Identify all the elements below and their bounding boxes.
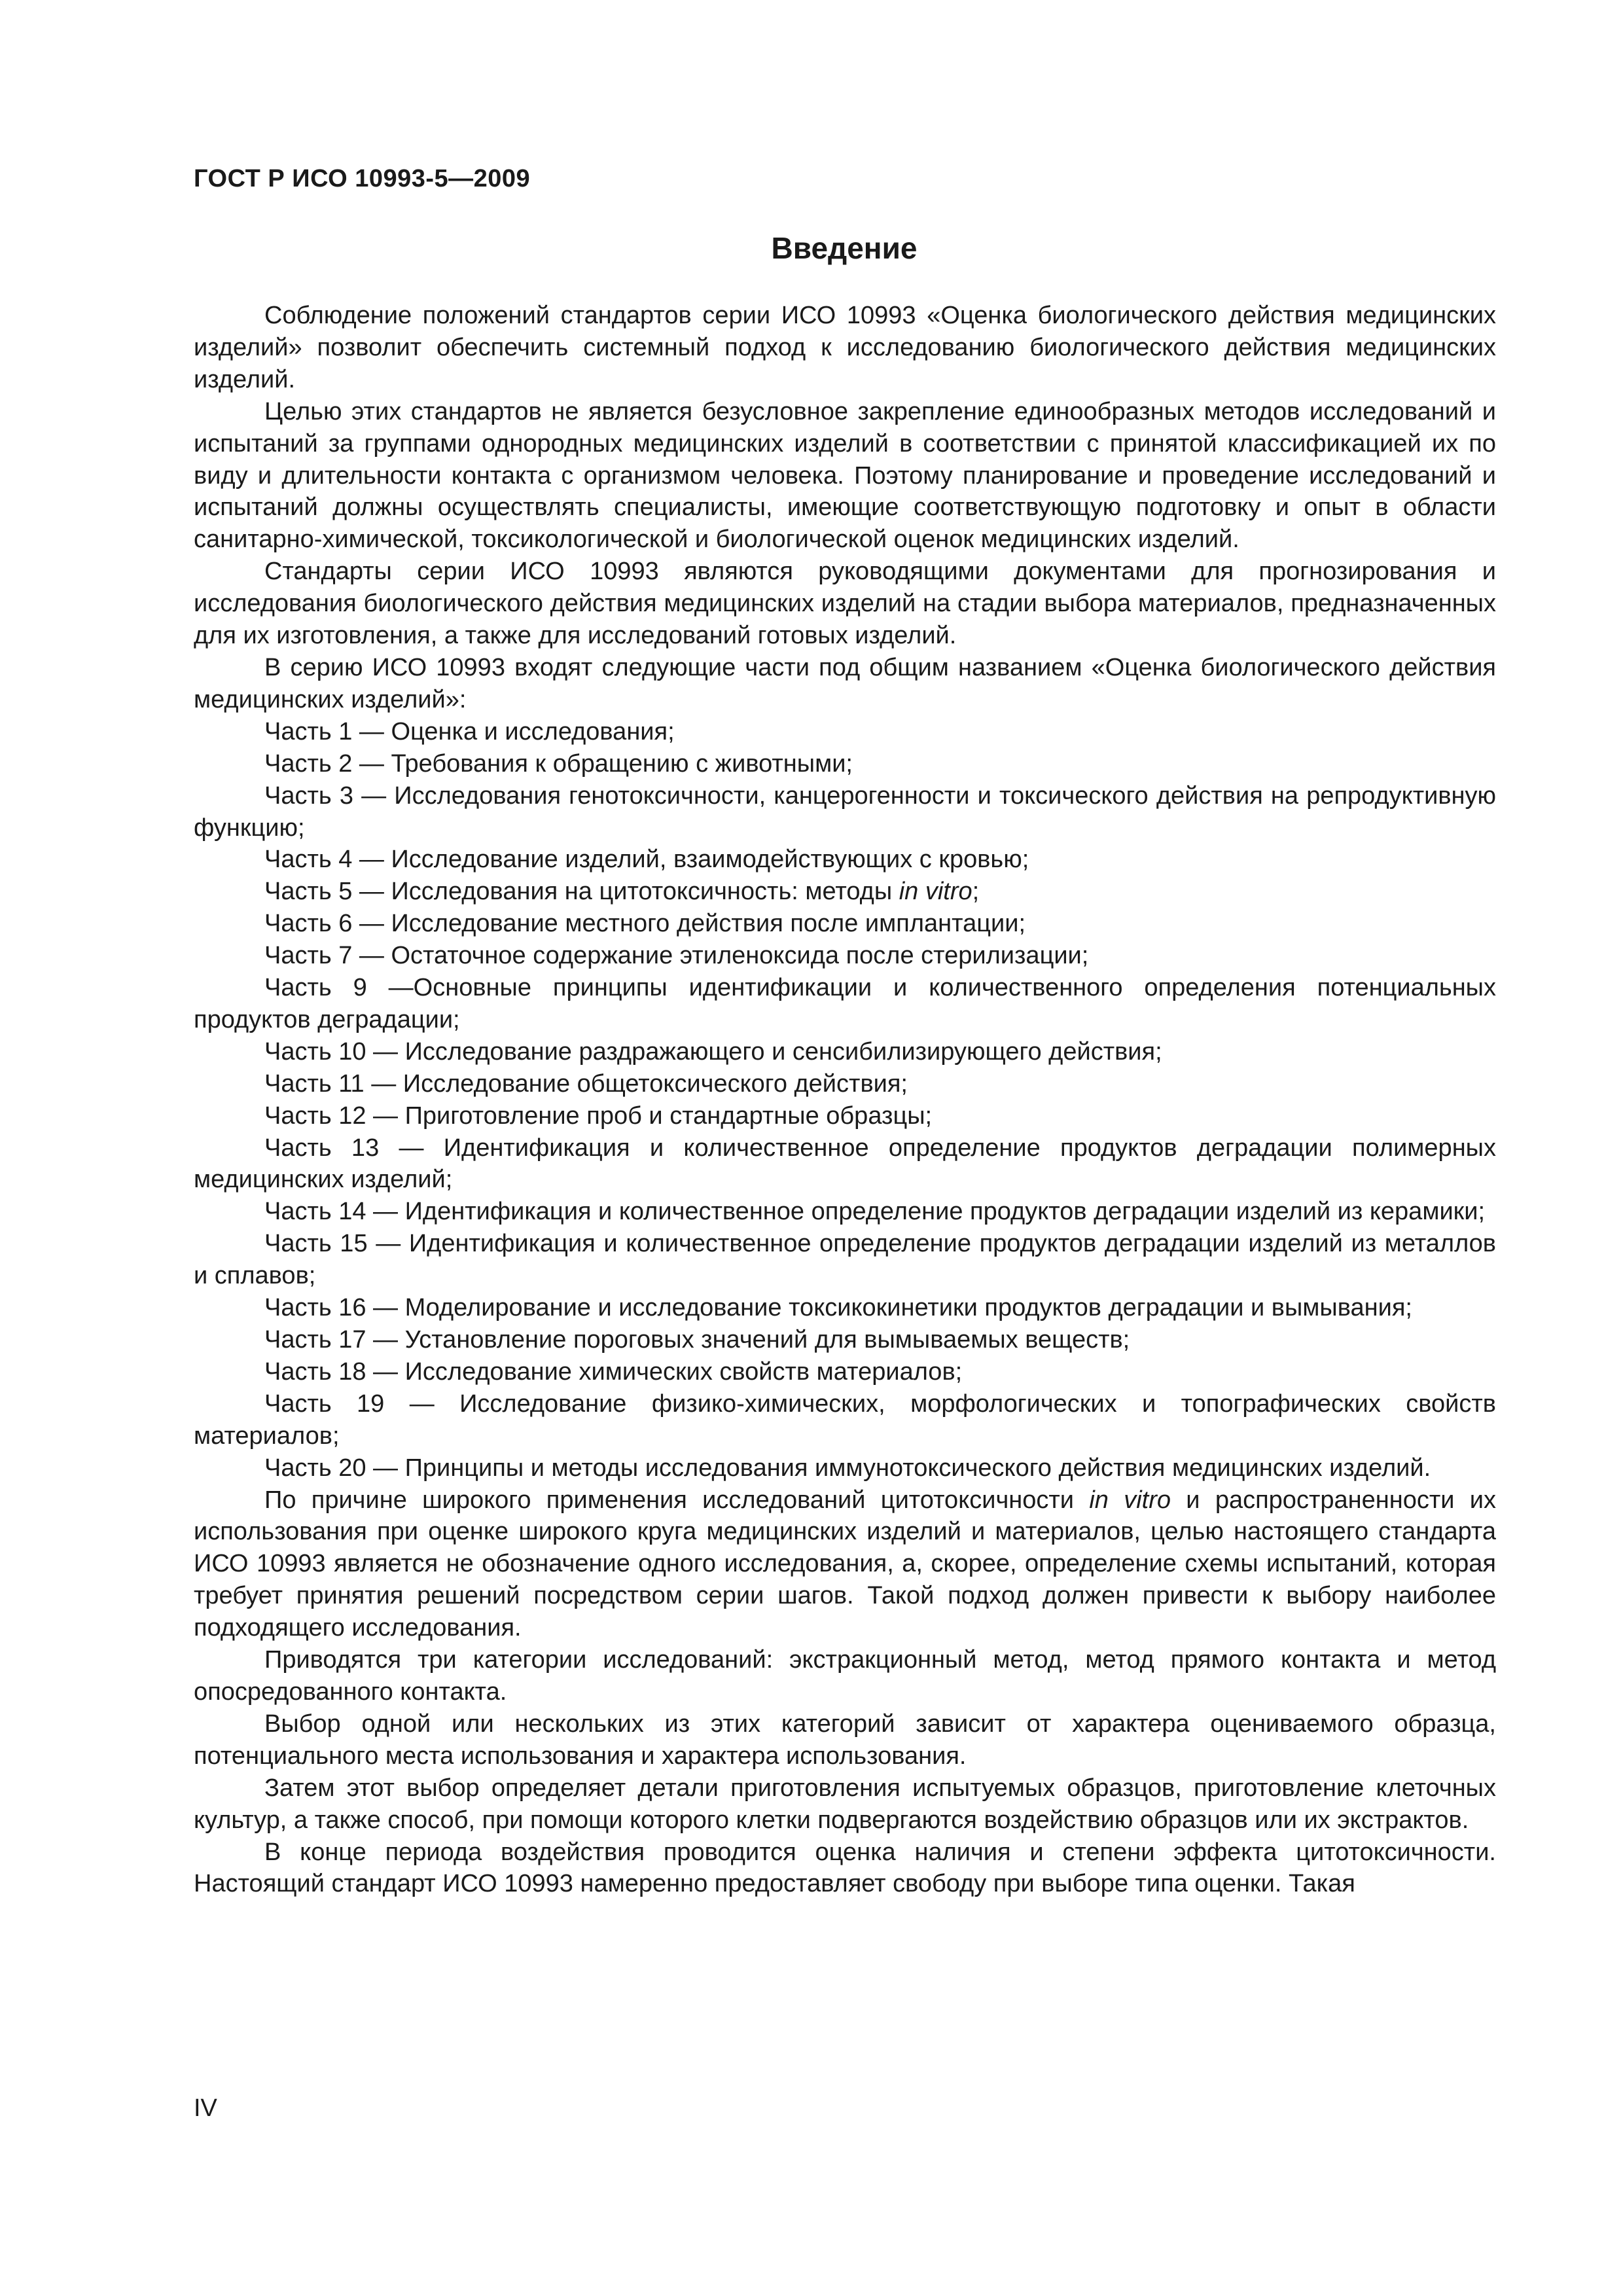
part-item: Часть 3 — Исследования генотоксичности, канцерогенности и токсического действия на репродуктивную функцию; bbox=[194, 781, 1496, 842]
document-body bbox=[194, 300, 1496, 1900]
paragraph: Приводятся три категории исследований: экстракционный метод, метод прямого контакта и метод опосредованного контакта. bbox=[194, 1646, 1496, 1706]
part-item: Часть 6 — Исследование местного действия после имплантации; bbox=[264, 910, 1026, 938]
part-item: Часть 17 — Установление пороговых значений для вымываемых веществ; bbox=[264, 1326, 1130, 1354]
part-item: Часть 1 — Оценка и исследования; bbox=[264, 717, 675, 745]
paragraph: Затем этот выбор определяет детали приготовления испытуемых образцов, приготовление клеточных культур, а также способ, при помощи которого клетки подвергаются воздействию образцов или их экстрактов. bbox=[194, 1774, 1496, 1834]
part-5-italic: in vitro bbox=[899, 878, 972, 906]
part-item: Часть 18 — Исследование химических свойств материалов; bbox=[264, 1357, 963, 1386]
parts-list bbox=[194, 716, 1496, 1484]
p5-after: и распространенности их использования при оценке широкого круга медицинских изделий и материалов, целью настоящего стандарта ИСО 10993 является не обозначение одного исследования, а, скорее, определение схемы испытаний, которая требует принятия решений посредством серии шагов. Такой подход должен привести к выбору наиболее подходящего исследования. bbox=[194, 1486, 1497, 1642]
part-item: Часть 20 — Принципы и методы исследования иммунотоксического действия медицинских изделий. bbox=[264, 1454, 1431, 1482]
part-item-5 bbox=[194, 876, 1496, 908]
paragraph: В конце периода воздействия проводится оценка наличия и степени эффекта цитотоксичности. Настоящий стандарт ИСО 10993 намеренно предоставляет свободу при выборе типа оценки. Такая bbox=[194, 1838, 1496, 1898]
p5-italic: in vitro bbox=[1089, 1486, 1171, 1514]
part-item: Часть 7 — Остаточное содержание этиленоксида после стерилизации; bbox=[264, 942, 1089, 970]
part-item: Часть 9 —Основные принципы идентификации и количественного определения потенциальных продуктов деградации; bbox=[194, 974, 1496, 1033]
paragraph: В серию ИСО 10993 входят следующие части под общим названием «Оценка биологического действия медицинских изделий»: bbox=[194, 653, 1496, 713]
page-number: IV bbox=[194, 2094, 217, 2122]
section-title: Введение bbox=[771, 231, 918, 265]
paragraph: Стандарты серии ИСО 10993 являются руководящими документами для прогнозирования и исследования биологического действия медицинских изделий на стадии выбора материалов, предназначенных для их изготовления, а также для исследований готовых изделий. bbox=[194, 558, 1496, 650]
part-item: Часть 11 — Исследование общетоксического действия; bbox=[264, 1069, 908, 1098]
part-5-suffix: ; bbox=[972, 878, 980, 906]
part-item: Часть 19 — Исследование физико-химических, морфологических и топографических свойств материалов; bbox=[194, 1390, 1496, 1450]
part-item: Часть 10 — Исследование раздражающего и сенсибилизирующего действия; bbox=[264, 1037, 1162, 1066]
paragraph: Выбор одной или нескольких из этих категорий зависит от характера оцениваемого образца, потенциального места использования и характера использования. bbox=[194, 1710, 1496, 1770]
paragraph: Соблюдение положений стандартов серии ИСО 10993 «Оценка биологического действия медицинских изделий» позволит обеспечить системный подход к исследованию биологического действия медицинских изделий. bbox=[194, 302, 1496, 393]
paragraph: Целью этих стандартов не является безусловное закрепление единообразных методов исследований и испытаний за группами однородных медицинских изделий в соответствии с принятой классификацией их по виду и длительности контакта с организмом человека. Поэтому планирование и проведение исследований и испытаний должны осуществлять специалисты, имеющие соответствующую подготовку и опыт в области санитарно-химической, токсикологической и биологической оценок медицинских изделий. bbox=[194, 397, 1496, 554]
part-item: Часть 16 — Моделирование и исследование токсикокинетики продуктов деградации и вымывания; bbox=[264, 1294, 1412, 1322]
part-item: Часть 4 — Исследование изделий, взаимодействующих с кровью; bbox=[264, 846, 1029, 874]
paragraph bbox=[194, 1484, 1496, 1645]
part-item: Часть 15 — Идентификация и количественное определение продуктов деградации изделий из металлов и сплавов; bbox=[194, 1230, 1496, 1290]
part-item: Часть 14 — Идентификация и количественное определение продуктов деградации изделий из керамики; bbox=[264, 1198, 1486, 1226]
part-item: Часть 12 — Приготовление проб и стандартные образцы; bbox=[264, 1102, 933, 1130]
standard-code-header: ГОСТ Р ИСО 10993-5—2009 bbox=[194, 165, 531, 192]
p5-before: По причине широкого применения исследований цитотоксичности bbox=[264, 1486, 1090, 1514]
part-5-prefix: Часть 5 — Исследования на цитотоксичность: методы bbox=[264, 878, 899, 906]
part-item: Часть 2 — Требования к обращению с животными; bbox=[264, 749, 853, 778]
part-item: Часть 13 — Идентификация и количественное определение продуктов деградации полимерных медицинских изделий; bbox=[194, 1134, 1496, 1194]
